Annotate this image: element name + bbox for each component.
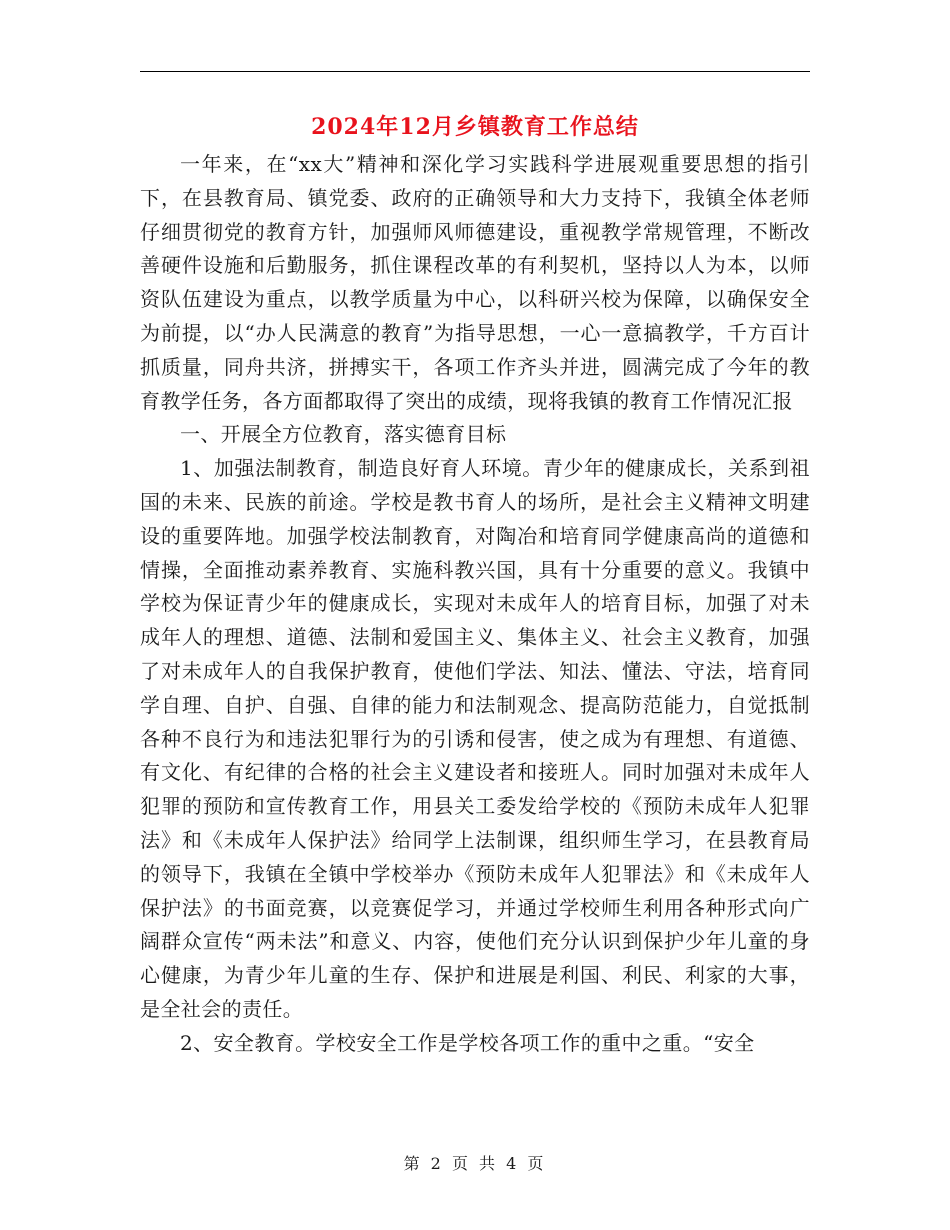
header-rule — [140, 71, 810, 72]
paragraph-intro: 一年来，在“xx大”精神和深化学习实践科学进展观重要思想的指引下，在县教育局、镇党委、政府的正确领导和大力支持下，我镇全体老师仔细贯彻党的教育方针，加强师风师德建设，重视教学常规管理，不断改善硬件设施和后勤服务，抓住课程改革的有利契机，坚持以人为本，以师资队伍建设为重点，以教学质量为中心，以科研兴校为保障，以确保安全为前提，以“办人民满意的教育”为指导思想，一心一意搞教学，千方百计抓质量，同舟共济，拼搏实干，各项工作齐头并进，圆满完成了今年的教育教学任务，各方面都取得了突出的成绩，现将我镇的教育工作情况汇报 — [140, 152, 810, 413]
paragraph-safety-education: 2、安全教育。学校安全工作是学校各项工作的重中之重。“安全 — [180, 1030, 755, 1055]
paragraph-legal-education: 1、加强法制教育，制造良好育人环境。青少年的健康成长，关系到祖国的未来、民族的前途。学校是教书育人的场所，是社会主义精神文明建设的重要阵地。加强学校法制教育，对陶冶和培育同学健康高尚的道德和情操，全面推动素养教育、实施科教兴国，具有十分重要的意义。我镇中学校为保证青少年的健康成长，实现对未成年人的培育目标，加强了对未成年人的理想、道德、法制和爱国主义、集体主义、社会主义教育，加强了对未成年人的自我保护教育，使他们学法、知法、懂法、守法，培育同学自理、自护、自强、自律的能力和法制观念、提高防范能力，自觉抵制各种不良行为和违法犯罪行为的引诱和侵害，使之成为有理想、有道德、有文化、有纪律的合格的社会主义建设者和接班人。同时加强对未成年人犯罪的预防和宣传教育工作，用县关工委发给学校的《预防未成年人犯罪法》和《未成年人保护法》给同学上法制课，组织师生学习，在县教育局的领导下，我镇在全镇中学校举办《预防未成年人犯罪法》和《未成年人保护法》的书面竞赛，以竞赛促学习，并通过学校师生利用各种形式向广阔群众宣传“两未法”和意义、内容，使他们充分认识到保护少年儿童的身心健康，为青少年儿童的生存、保护和进展是利国、利民、利家的大事，是全社会的责任。 — [140, 456, 810, 1021]
page-number-footer: 第 2 页 共 4 页 — [403, 1154, 547, 1173]
document-title: 2024年12月乡镇教育工作总结 — [311, 114, 639, 140]
document-body — [140, 148, 810, 1061]
section-heading-1: 一、开展全方位教育，落实德育目标 — [180, 422, 507, 447]
